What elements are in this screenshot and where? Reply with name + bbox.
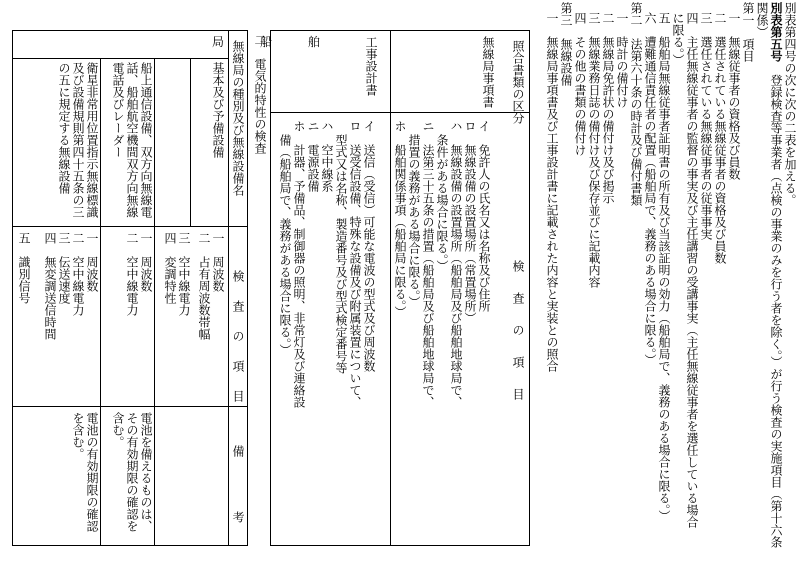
item-c-1: 一 周波数 <box>85 232 99 292</box>
check-1-ni-cont: 措置の義務がある場合に限る。） <box>407 134 421 308</box>
item-c-4: 四 無変調送信時間 <box>43 232 57 340</box>
item-a-1: 一 周波数 <box>211 232 225 292</box>
intro-text: 別表第四号の次に次の二表を加える。 <box>783 2 797 206</box>
section-1-item-2: 二 選任されている無線従事者の資格及び員数 <box>713 12 727 264</box>
check-2-ha: ハ 空中線系 <box>320 120 334 192</box>
section-1-item-5: 五 船舶局無線従事者証明書の所有及び当該証明の効力（船舶局で、義務のある場合に限る。） <box>657 12 671 522</box>
check-2-ho: ホ 計器、予備品、制御器の照明、非常灯及び連絡設 <box>292 120 306 408</box>
docs-construction-design: 工事設計書 <box>364 36 378 96</box>
table-title-label: 別表第五号 <box>769 2 783 62</box>
row-ship-station: 局 船 舶 <box>212 35 333 49</box>
section-3-item-2: 二 電気的特性の検査 <box>253 34 267 154</box>
equipment-1: 船上通信設備、双方向無線電 <box>139 62 153 218</box>
docs-station-form: 無線局事項書 <box>481 36 495 108</box>
equipment-2: 衛星非常用位置指示無線標識 <box>85 62 99 218</box>
section-2-item-3: 三 無線業務日誌の備付け及び保存並びに記載内容 <box>587 12 601 288</box>
row-ship-subheader: 基本及び予備設備 <box>211 62 225 158</box>
item-a-4: 四 変調特性 <box>163 232 177 304</box>
section-2-item-2: 二 無線局免許状の備付け及び掲示 <box>601 12 615 204</box>
section-1-item-3: 三 選任されている無線従事者の従事事実 <box>699 12 713 240</box>
section-2-item-4: 四 その他の書類の備付け <box>573 12 587 156</box>
section-3-title: 第三 無線設備 <box>559 2 573 86</box>
equipment-1-cont: 話、船舶航空機間双方向無線 <box>125 62 139 218</box>
check-1-ho: ホ 船舶関係事項（船舶局に限る。） <box>393 120 407 318</box>
col-docs-header: 照合書類の区分 <box>511 40 525 124</box>
table-title: 登録検査等事業者（点検の事業のみを行う者を除く。）が行う検査の実施項目（第十六条 <box>769 74 783 548</box>
section-1-title: 第一 項目 <box>741 2 755 62</box>
check-1-i: イ 免許人の氏名又は名称及び住所 <box>477 120 491 312</box>
equipment-2-cont: 及び設備規則第四十五条の三 <box>71 62 85 218</box>
check-1-ro: ロ 無線設備の設置場所（常置場所） <box>463 120 477 324</box>
check-2-ro-cont: 型式又は名称、製造番号及び型式検定番号等 <box>334 134 348 374</box>
equipment-2-cont2: の五に規定する無線設備 <box>57 62 71 194</box>
col-items-header: 検 査 の 項 目 <box>231 270 245 405</box>
col-type-header: 無線局の種別及び無線設備名 <box>231 40 245 196</box>
check-2-ho-cont: 備（船舶局で、義務がある場合に限る。） <box>278 134 292 356</box>
note-b-cont: その有効期限の確認を <box>125 412 139 532</box>
note-b-cont2: 含む。 <box>111 412 125 448</box>
section-1-item-1: 一 無線従事者の資格及び員数 <box>727 12 741 180</box>
check-2-ro: ロ 送受信設備、特殊な設備及び附属装置について、 <box>348 120 362 408</box>
item-c-5: 五 識別信号 <box>17 232 31 304</box>
item-c-3: 三 伝送速度 <box>57 232 71 304</box>
check-2-ni: ニ 電源設備 <box>306 120 320 192</box>
col-note-header: 備 考 <box>231 445 245 533</box>
section-1-item-4: 四 主任無線従事者の監督の事実及び主任講習の受講事実（主任無線従事者を選任している場合 <box>685 12 699 528</box>
check-2-i: イ 送信（受信）可能な電波の型式及び周波数 <box>362 120 376 372</box>
item-c-2: 二 空中線電力 <box>71 232 85 316</box>
item-a-2: 二 占有周波数帯幅 <box>197 232 211 340</box>
check-1-ni: ニ 法第三十五条の措置（船舶局及び船舶地球局で、 <box>421 120 435 408</box>
section-2-item-1: 一 時計の備付け <box>615 12 629 108</box>
check-1-ha: ハ 無線設備の設置場所（船舶局及び船舶地球局で、 <box>449 120 463 408</box>
check-1-ha-cont: 条件がある場合に限る。） <box>435 134 449 272</box>
item-b-1: 一 周波数 <box>139 232 153 292</box>
item-a-3: 三 空中線電力 <box>177 232 191 316</box>
section-1-item-4-cont: に限る。） <box>671 12 685 66</box>
section-1-item-6: 六 遭難通信責任者の配置（船舶局で、義務のある場合に限る。） <box>643 12 657 366</box>
section-3-item-1: 一 無線局事項書及び工事設計書に記載された内容と実装との照合 <box>545 12 559 372</box>
table-title-cont: 関係） <box>755 2 769 38</box>
section-2-title: 第二 法第六十条の時計及び備付書類 <box>629 2 643 206</box>
col-check-header: 検 査 の 項 目 <box>511 260 525 404</box>
note-b: 電池を備えるものは、 <box>139 412 153 532</box>
note-c-cont: を含む。 <box>71 412 85 460</box>
note-c: 電池の有効期限の確認 <box>85 412 99 532</box>
equipment-1-cont2: 電話及びレーダー <box>111 62 125 158</box>
item-b-2: 二 空中線電力 <box>125 232 139 316</box>
